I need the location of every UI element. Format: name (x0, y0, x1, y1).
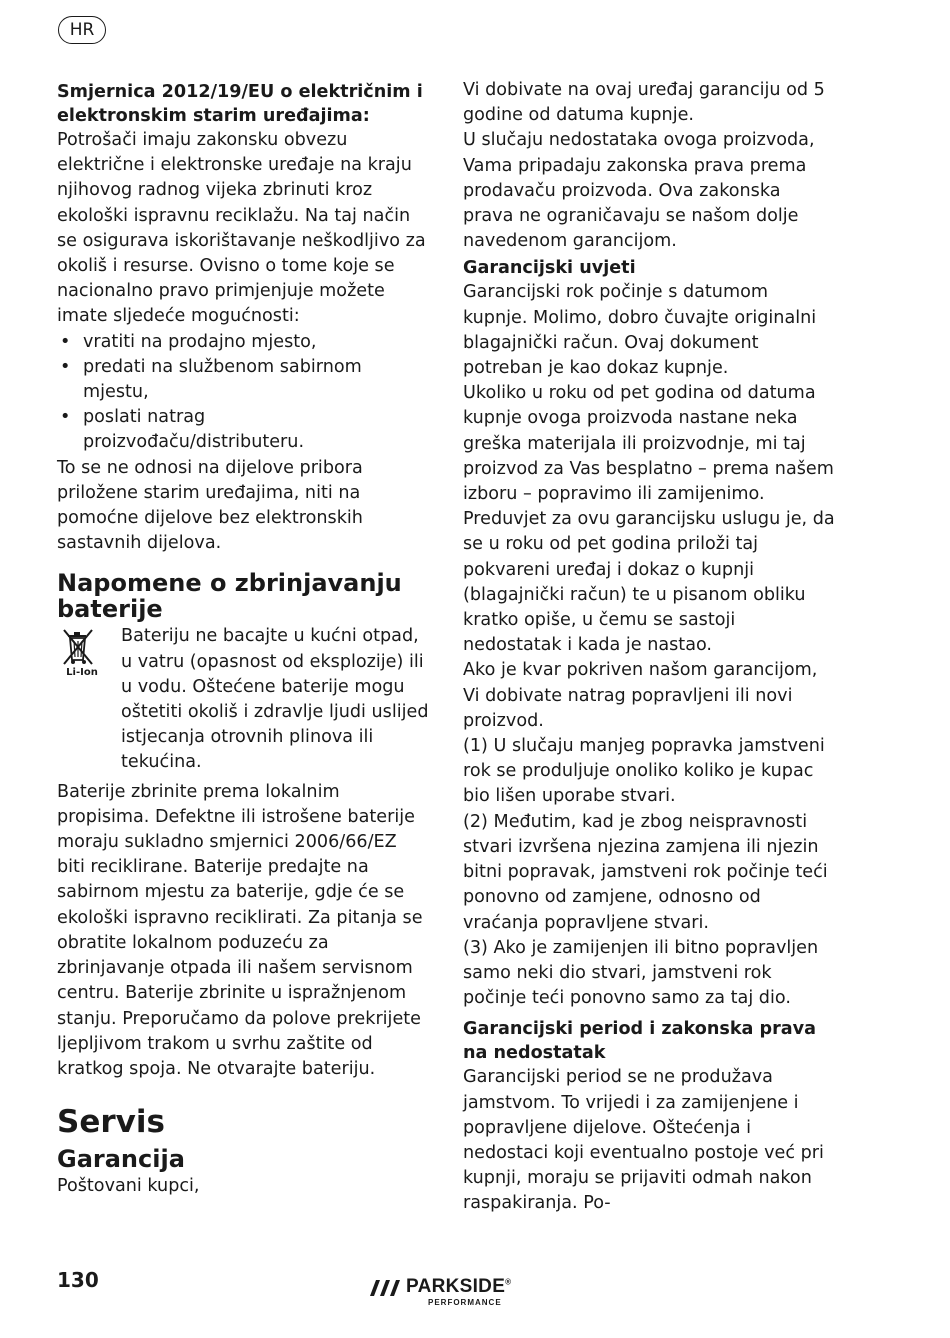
warranty-salutation: Poštovani kupci, (57, 1176, 200, 1197)
left-column (57, 78, 429, 1199)
list-item: • poslati natrag proizvođaču/distributeru. (60, 407, 305, 453)
conditions-paragraph-4: (1) U slučaju manjeg popravka jamstveni rok se produljuje onoliko koliko je kupac bio lišen uporabe stvari. (463, 736, 825, 807)
weee-options-list (57, 330, 429, 456)
battery-warning-block (57, 624, 429, 775)
conditions-paragraph-6: (3) Ako je zamijenjen ili bitno popravljen samo neki dio stvari, jamstveni rok počinje teći ponovno samo za taj dio. (463, 937, 819, 1009)
weee-paragraph-2: To se ne odnosi na dijelove pribora priložene starim uređajima, niti na pomoćne dijelove bez elektronskih sastavnih dijelova. (57, 457, 363, 554)
page-number: 130 (57, 1268, 99, 1292)
language-badge: HR (58, 16, 106, 44)
list-item: • vratiti na prodajno mjesto, (57, 330, 429, 355)
crossed-bin-icon (57, 624, 107, 775)
warranty-intro-2: U slučaju nedostataka ovoga proizvoda, Vama pripadaju zakonska prava prema prodavaču proizvoda. Ova zakonska prava ne ograničavaju se našom dolje navedenom garancijom. (463, 130, 815, 252)
logo-brand: PARKSIDE® (406, 1276, 512, 1297)
weee-heading: Smjernica 2012/19/EU o električnim i elektronskim starim uređajima: (57, 82, 423, 126)
conditions-paragraph-5: (2) Međutim, kad je zbog neispravnosti stvari izvršena njezina zamjena ili njezin bitni popravak, jamstveni rok počinje teći ponovno od zamjene, odnosno od vraćanja popravljene stvari. (463, 811, 828, 933)
period-paragraph: Garancijski period se ne produžava jamstvom. To vrijedi i za zamijenjene i popravljene dijelove. Oštećenja i nedostaci koji eventualno postoje već pri kupnji, moraju se prijaviti odmah nakon raspakiranja. Po- (463, 1067, 824, 1214)
warranty-intro-1: Vi dobivate na ovaj uređaj garanciju od 5 godine od datuma kupnje. (463, 80, 825, 126)
warranty-heading: Garancija (57, 1145, 185, 1174)
service-heading: Servis (57, 1104, 165, 1141)
period-heading: Garancijski period i zakonska prava na nedostatak (463, 1019, 817, 1064)
conditions-paragraph-3: Ako je kvar pokriven našom garancijom, Vi dobivate natrag popravljeni ili novi proizvod. (463, 660, 818, 731)
weee-paragraph-1: Potrošači imaju zakonsku obvezu električne i elektronske uređaje na kraju njihovog radnog vijeka zbrinuti kroz ekološki ispravnu reciklažu. Na taj način se osigurava iskorištavanje neškodljivo za okoliš i resurse. Ovisno o tome koje se nacionalno pravo primjenjuje možete imate sljedeće mogućnosti: (57, 130, 426, 327)
list-item: • predati na službenom sabirnom mjestu, (60, 356, 362, 403)
battery-warning-text: Bateriju ne bacajte u kućni otpad, u vatru (opasnost od eksplozije) ili u vodu. Oštećene baterije mogu oštetiti okoliš i zdravlje ljudi uslijed istjecanja otrovnih plinova ili tekućina. (121, 626, 429, 773)
bullet-icon: • (60, 407, 71, 428)
conditions-heading: Garancijski uvjeti (463, 258, 636, 279)
battery-heading: Napomene o zbrinjavanju baterije (57, 569, 402, 624)
li-ion-label: Li-Ion (66, 667, 98, 679)
parkside-logo (370, 1276, 530, 1312)
conditions-paragraph-1: Garancijski rok počinje s datumom kupnje. Molimo, dobro čuvajte originalni blagajnički račun. Ovaj dokument potreban je kao dokaz kupnje. (463, 282, 817, 379)
logo-stripes-icon (370, 1280, 402, 1296)
conditions-paragraph-2: Ukoliko u roku od pet godina od datuma kupnje ovoga proizvoda nastane neka greška materijala ili proizvodnje, mi taj proizvod za Vas besplatno – prema našem izboru – popravimo ili zamijenimo. Preduvjet za ovu garancijsku uslugu je, da se u roku od pet godina priloži taj pokvareni uređaj i dokaz o kupnji (blagajnički račun) te u pisanom obliku kratko opiše, u čemu se sastoji nedostatak i kada je nastao. (463, 383, 835, 656)
right-column (463, 78, 835, 1217)
battery-paragraph: Baterije zbrinite prema lokalnim propisima. Defektne ili istrošene baterije moraju sukladno smjernici 2006/66/EZ biti reciklirane. Baterije predajte na sabirnom mjestu za baterije, gdje će se ekološki ispravno reciklirati. Za pitanja se obratite lokalnom poduzeću za zbrinjavanje otpada ili našem servisnom centru. Baterije zbrinite u ispražnjenom stanju. Preporučamo da polove prekrijete ljepljivom trakom u svrhu zaštite od kratkog spoja. Ne otvarajte bateriju. (57, 781, 423, 1079)
bullet-icon: • (60, 356, 71, 377)
bullet-icon: • (60, 331, 71, 352)
logo-subtitle: PERFORMANCE (428, 1298, 502, 1307)
